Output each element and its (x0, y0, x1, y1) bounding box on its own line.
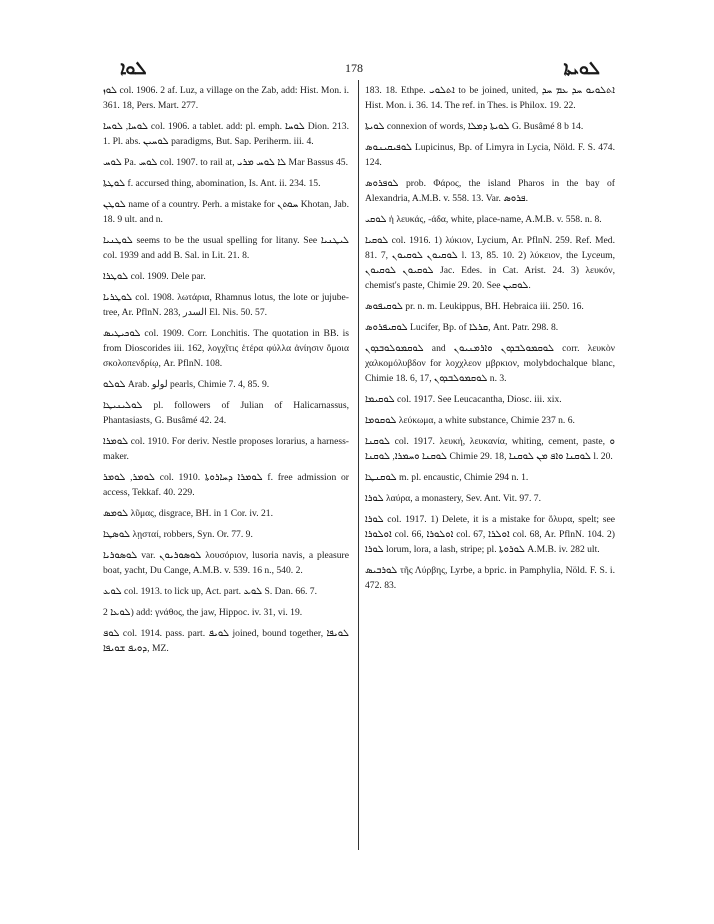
dictionary-entry: ܠܘܛܪܐ col. 1909. Dele par. (103, 271, 206, 282)
dictionary-entry: ܠܘܩܝܐ col. 1916. 1) λύκιον, Lycium, Ar. PflnN. 259. Ref. Med. 81. 7, ܠܘܩܝܘܢ ܠܘܩܝܘܢ l. 13, 85. 10. 2) λύκειον, the Lyceum, ܠܘܩܝܘܢ ܠܘܩܝܘܢ Jac. Edes. in Cat. Arist. 24. 3) λευκόν, chemist's paste, Chimie 29. 20. See ܠܘܩܝܢ. (365, 235, 615, 291)
dictionary-entry: ܠܘܠܝܢܝܛܐ pl. followers of Julian of Halicarnassus, Phantasiasts, G. Busâmé 42. 24. (103, 400, 349, 426)
dictionary-entry: ܠܘܦܪܘܣ prob. Φάρος, the island Pharos in the bay of Alexandria, A.M.B. v. 558. 13. Var. ܦܪܘܣ. (365, 178, 615, 204)
dictionary-entry: ܠܘܛܢ name of a country. Perh. a mistake for ܚܘܬܢ Khotan, Jab. 18. 9 ult. and n. (103, 199, 349, 225)
dictionary-entry: ܠܘܩܝܦܘܣ pr. n. m. Leukippus, BH. Hebraica iii. 250. 16. (365, 301, 584, 312)
dictionary-entry: ܠܘܩܘܡܐ λεύκωμα, a white substance, Chimie 237 n. 6. (365, 415, 575, 426)
dictionary-entry: ܠܘܣܘܪܝܐ var. ܠܘܣܘܪܝܘܢ λουσόριον, lusoria navis, a pleasure boat, yacht, Du Cange, A.M.B. v. 539. 16 n., 540. 2. (103, 550, 349, 576)
dictionary-entry: ܠܘܛܬܐ f. accursed thing, abomination, Is. Ant. ii. 234. 15. (103, 178, 321, 189)
dictionary-entry: ܠܘܙ col. 1906. 2 af. Luz, a village on the Zab, add: Hist. Mon. i. 361. 18, Pers. Mart. 277. (103, 85, 349, 111)
left-column (103, 83, 349, 662)
dictionary-entry: 183. 18. Ethpe. ܐܬܠܘܝ to be joined, united, ܐܬܠܘܝܘ ܚܕ ܥܡ ܚܕ Hist. Mon. i. 36. 14. The ref. in Thes. is Philox. 19. 22. (365, 85, 615, 111)
dictionary-entry: ܠܘܦ col. 1914. pass. part. ܠܘܝܦ joined, bound together, ܠܘܝܦܐ ܕܘܝܦ ܫܘܝܦܐ, MZ. (103, 628, 349, 654)
dictionary-entry: ܠܘܪܐ λαύρα, a monastery, Sev. Ant. Vit. 97. 7. (365, 493, 541, 504)
dictionary-entry: ܠܘܩܝܦܪܘܣ Lucifer, Bp. of ܩܪܠܐ, Ant. Patr. 298. 8. (365, 322, 559, 333)
right-column (365, 83, 615, 599)
dictionary-entry: ܠܘܡܪ, ܠܘܡܪ col. 1910. ܠܘܡܪܐ ܕܚܐܪܘܬܐ f. free admission or access, Tekkaf. 40. 229. (103, 472, 349, 498)
dictionary-entry: ܠܘܣܛܐ λῃσταί, robbers, Syn. Or. 77. 9. (103, 529, 253, 540)
dictionary-entry: ܠܘܚ Pa. ܠܘܚ col. 1907. to rail at, ܠܐ ܠܘܚ ܡܪܝ Mar Bassus 45. (103, 157, 348, 168)
dictionary-entry: ܠܘܠܘ Arab. لولو pearls, Chimie 7. 4, 85. 9. (103, 379, 270, 390)
dictionary-entry: ܠܘܝܬܐ connexion of words, ܠܘܝܬܐ ܕܡܠܐ G. Busâmé 8 b 14. (365, 121, 584, 132)
dictionary-entry: ܠܘܩܢܛܐ m. pl. encaustic, Chimie 294 n. 1. (365, 472, 529, 483)
dictionary-entry: ܠܘܥ col. 1913. to lick up, Act. part. ܠܘܥ S. Dan. 66. 7. (103, 586, 317, 597)
dictionary-entry: ܠܘܡܣ λῦμας, disgrace, BH. in 1 Cor. iv. 21. (103, 508, 273, 519)
dictionary-entry: ܠܘܛܪܝܐ col. 1908. λωτάρια, Rhamnus lotus, the lote or jujube-tree, Ar. PflnN. 283, السدر El. Nis. 50. 57. (103, 292, 349, 318)
column-divider (358, 80, 359, 850)
dictionary-entry: ܠܘܩܡܘܠܘܒܕܘܢ and ܠܘܩܡܘܠܒܕܘܢ ܘܐܪܡܢܝܘܢ corr. λευκὸν χαλκομόλυβδον for λοχχλεον μβρκιον, molybdochalque blanc, Chimie 18. 6, 17, ܠܘܩܡܘܠܒܕܘܢ n. 3. (365, 343, 615, 384)
left-running-headword: ܠܘܐ (120, 58, 147, 79)
dictionary-entry: ܠܘܪܒܝܣ τῆς Λύρβης, Lyrbe, a bpric. in Pamphylia, Nöld. F. S. i. 472. 83. (365, 565, 615, 591)
dictionary-entry: ܠܘܩܝ ἡ λευκάς, -άδα, white, place-name, A.M.B. v. 558. n. 8. (365, 214, 602, 225)
page-number: 178 (345, 61, 363, 75)
page-header (100, 58, 620, 82)
dictionary-entry: ܠܘܚܐ, ܠܘܚܐ col. 1906. a tablet. add: pl. emph. ܠܘܚܐ Dion. 213. 1. Pl. abs. ܠܘܚܝܢ paradigms, But. Sap. Periherm. iii. 4. (103, 121, 349, 147)
right-running-headword: ܠܘܝܬܐ (563, 58, 600, 79)
dictionary-entry: ܠܘܪܐ col. 1917. 1) Delete, it is a mistake for ὄλυρα, spelt; see ܐܘܠܘܪܐ col. 66, ܐܘܠܘܪܐ col. 67, ܐܘܠܪܐ col. 68, Ar. PflnN. 104. 2) ܠܘܪܐ lorum, lora, a lash, stripe; pl. ܠܘܪܘܬܐ A.M.B. iv. 282 ult. (365, 514, 615, 555)
dictionary-entry: ܠܘܥܐ 2) add: γνάθος, the jaw, Hippoc. iv. 31, vi. 19. (103, 607, 303, 618)
dictionary-entry: ܠܘܦܝܩܝܢܘܣ Lupicinus, Bp. of Limyra in Lycia, Nöld. F. S. 474. 124. (365, 142, 615, 168)
dictionary-entry: ܠܘܩܝܡܐ col. 1917. See Leucacantha, Diosc. iii. xix. (365, 394, 562, 405)
dictionary-entry: ܠܘܛܢܝܐ seems to be the usual spelling for litany. See ܠܝܛܢܝܐ col. 1939 and add B. Sal. in Lit. 21. 8. (103, 235, 349, 261)
dictionary-entry: ܠܘܟܝܛܝܣ col. 1909. Corr. Lonchitis. The quotation in BB. is from Dioscorides iii. 162, λογχῖτις ἑτέρα φύλλα ἀνίησιν ὅμοια σκολοπενδρίῳ, Ar. PflnN. 108. (103, 328, 349, 369)
dictionary-entry: ܠܘܡܪܐ col. 1910. For deriv. Nestle proposes lorarius, a harness-maker. (103, 436, 349, 462)
dictionary-entry: ܠܘܩܢܐ col. 1917. λευκή, λευκανία, whiting, cement, paste, ܘ ܠܘܩܢܐ ܘܚܡܪܐ, ܠܘܩܢܐ Chimie 29. 18, ܠܘܩܢܐ ܘܐܦ ܡܢ ܠܘܩܢܐ l. 20. (365, 436, 615, 462)
